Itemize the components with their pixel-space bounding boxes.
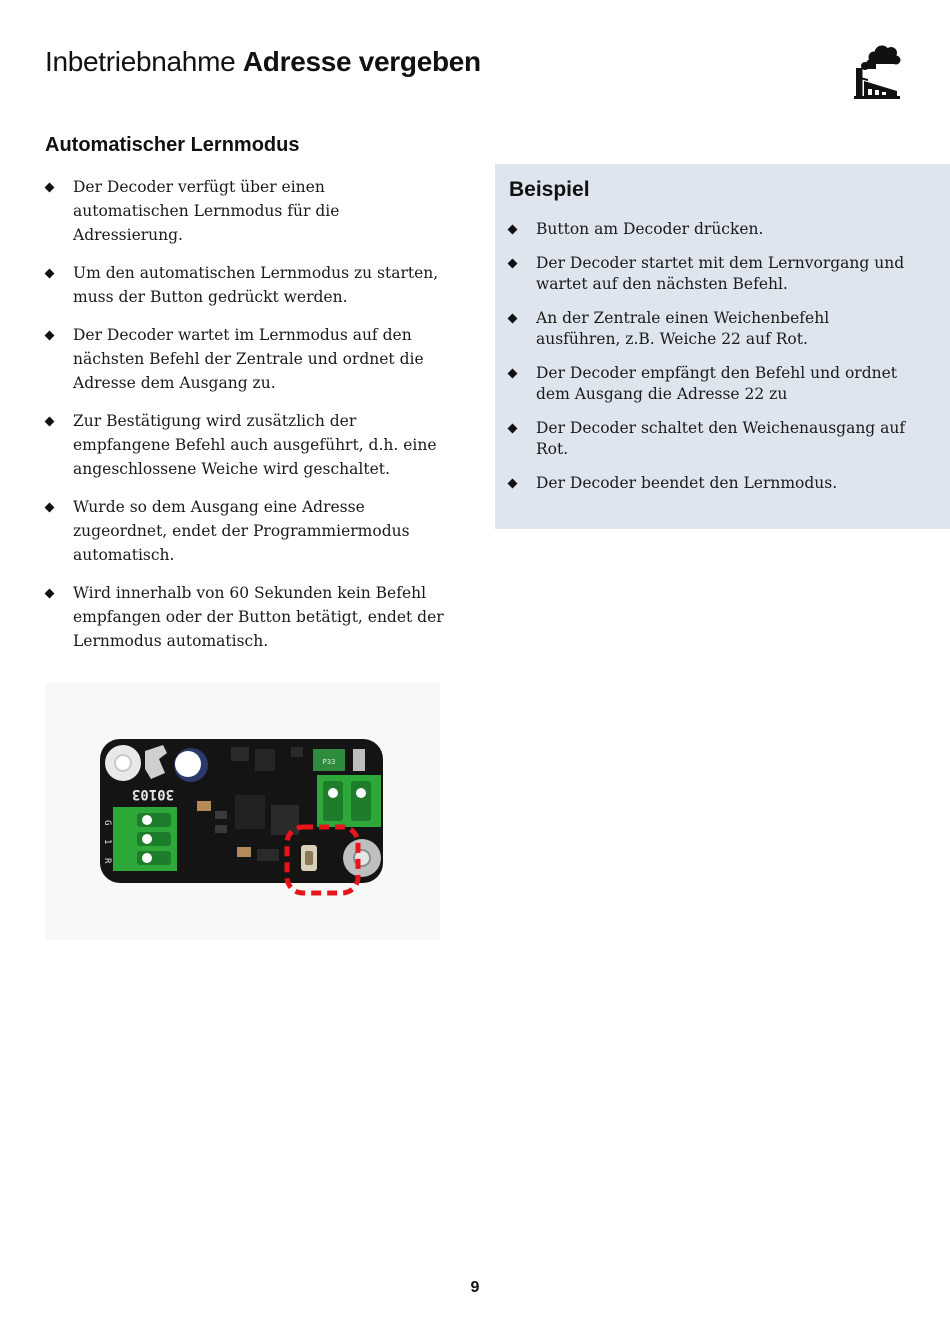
example-heading: Beispiel	[509, 178, 590, 201]
list-item: Zur Bestätigung wird zusätzlich der empfangene Befehl auch ausgeführt, d.h. eine angeschlossene Weiche wird geschaltet.	[45, 409, 445, 481]
factory-icon	[853, 45, 901, 100]
example-list	[508, 219, 913, 507]
bullet-diamond-icon	[45, 269, 55, 279]
bullet-diamond-icon	[508, 479, 518, 489]
list-item: Der Decoder verfügt über einen automatischen Lernmodus für die Adressierung.	[45, 175, 445, 247]
list-item: Der Decoder beendet den Lernmodus.	[508, 473, 913, 494]
bullet-diamond-icon	[508, 424, 518, 434]
bullet-diamond-icon	[45, 417, 55, 427]
board-label: 30103	[131, 786, 175, 802]
list-item: Der Decoder empfängt den Befehl und ordnet dem Ausgang die Adresse 22 zu	[508, 363, 913, 405]
list-item: Wird innerhalb von 60 Sekunden kein Befehl empfangen oder der Button betätigt, endet der Lernmodus automatisch.	[45, 581, 445, 653]
list-item: Der Decoder wartet im Lernmodus auf den nächsten Befehl der Zentrale und ordnet die Adresse dem Ausgang zu.	[45, 323, 445, 395]
section-heading: Automatischer Lernmodus	[45, 134, 300, 156]
page-title	[45, 46, 481, 78]
bullet-diamond-icon	[45, 331, 55, 341]
component-label: P33	[322, 758, 336, 766]
bullet-diamond-icon	[45, 589, 55, 599]
connector-label-1: 1	[102, 839, 112, 845]
list-item: Der Decoder schaltet den Weichenausgang auf Rot.	[508, 418, 913, 460]
bullet-diamond-icon	[508, 314, 518, 324]
page-number: 9	[470, 1279, 480, 1296]
example-box	[495, 164, 950, 529]
list-item: An der Zentrale einen Weichenbefehl ausführen, z.B. Weiche 22 auf Rot.	[508, 308, 913, 350]
list-item: Wurde so dem Ausgang eine Adresse zugeordnet, endet der Programmiermodus automatisch.	[45, 495, 445, 567]
connector-label-g: G	[102, 820, 112, 826]
page-title-regular: Inbetriebnahme	[45, 46, 236, 77]
bullet-diamond-icon	[508, 225, 518, 235]
list-item: Button am Decoder drücken.	[508, 219, 913, 240]
ic-chip	[271, 805, 299, 835]
bullet-diamond-icon	[45, 183, 55, 193]
list-item: Um den automatischen Lernmodus zu starten, muss der Button gedrückt werden.	[45, 261, 445, 309]
decoder-board-illustration	[45, 683, 440, 940]
bullet-diamond-icon	[508, 259, 518, 269]
learn-mode-list	[45, 175, 445, 667]
bullet-diamond-icon	[45, 503, 55, 513]
list-item: Der Decoder startet mit dem Lernvorgang und wartet auf den nächsten Befehl.	[508, 253, 913, 295]
decoder-photo	[45, 683, 440, 940]
page-title-bold: Adresse vergeben	[242, 46, 481, 77]
connector-label-r: R	[102, 858, 112, 864]
bullet-diamond-icon	[508, 369, 518, 379]
